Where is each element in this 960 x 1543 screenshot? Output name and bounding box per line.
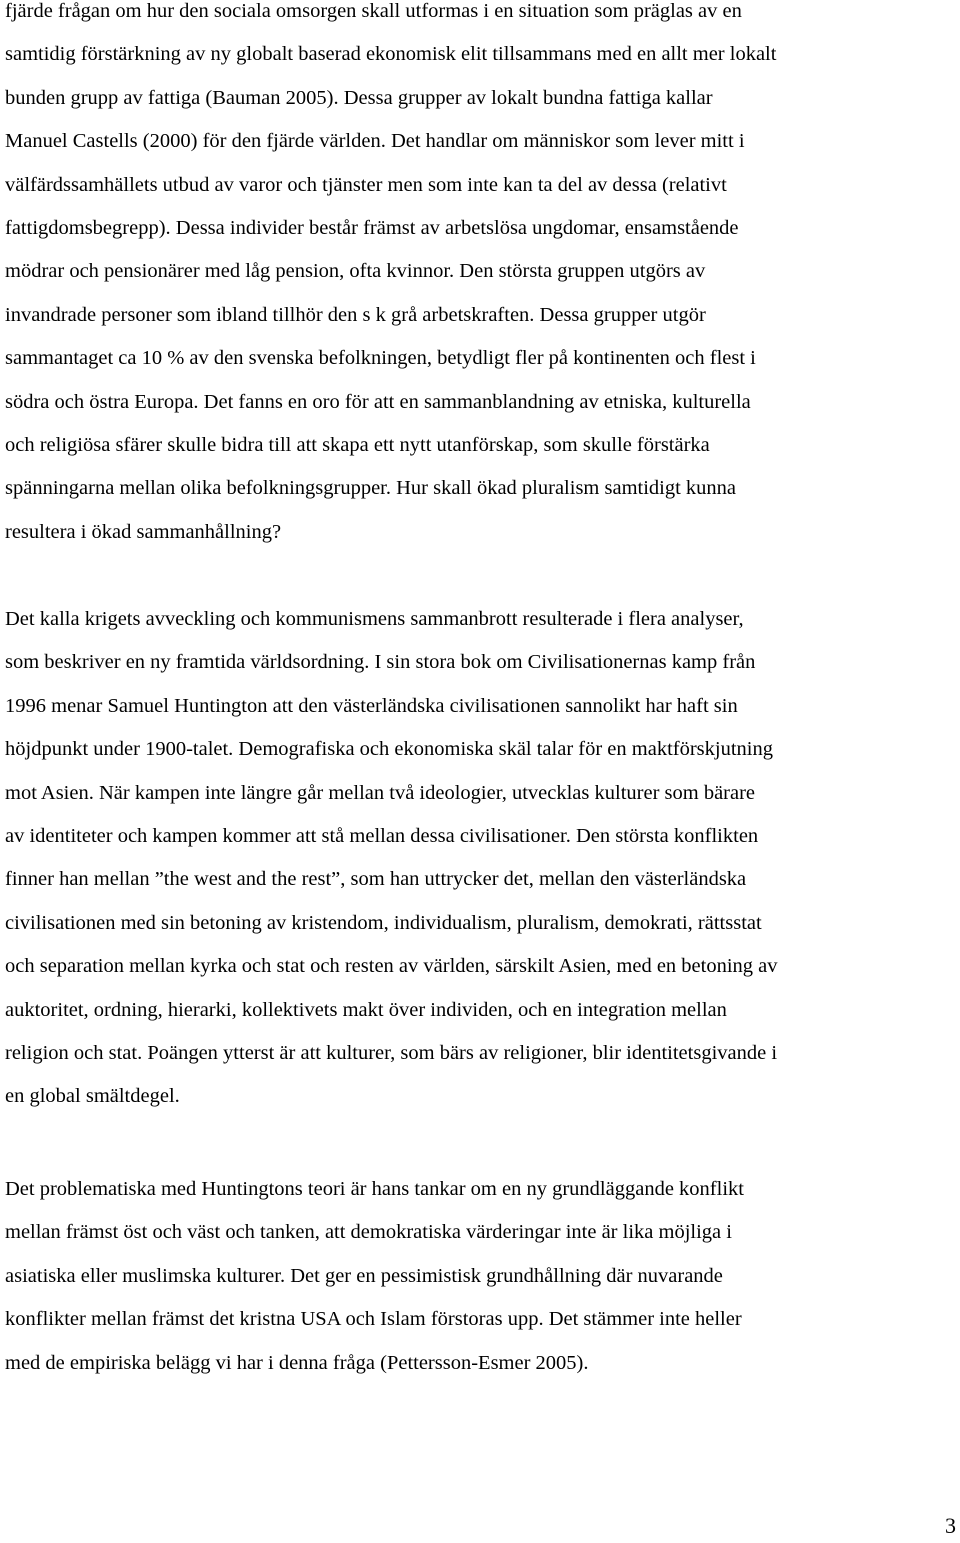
text-line: mot Asien. När kampen inte längre går mellan två ideologier, utvecklas kulturer som bärare <box>5 781 756 804</box>
text-line: och religiösa sfärer skulle bidra till att skapa ett nytt utanförskap, som skulle förstärka <box>5 433 710 456</box>
text-line: civilisationen med sin betoning av kristendom, individualism, pluralism, demokrati, rättsstat <box>5 911 762 934</box>
text-line: som beskriver en ny framtida världsordning. I sin stora bok om Civilisationernas kamp från <box>5 651 756 674</box>
text-line: sammantaget ca 10 % av den svenska befolkningen, betydligt fler på kontinenten och flest i <box>5 347 756 370</box>
text-line: fattigdomsbegrepp). Dessa individer består främst av arbetslösa ungdomar, ensamstående <box>5 216 739 239</box>
text-line: religion och stat. Poängen ytterst är att kulturer, som bärs av religioner, blir identitetsgivande i <box>5 1041 778 1064</box>
text-line: 1996 menar Samuel Huntington att den västerländska civilisationen sannolikt har haft sin <box>5 694 738 717</box>
page-number: 3 <box>945 1513 956 1538</box>
text-line: Det kalla krigets avveckling och kommunismens sammanbrott resulterade i flera analyser, <box>5 608 744 630</box>
text-line: välfärdssamhällets utbud av varor och tjänster men som inte kan ta del av dessa (relativt <box>5 173 727 196</box>
text-line: asiatiska eller muslimska kulturer. Det ger en pessimistisk grundhållning där nuvarande <box>5 1264 723 1287</box>
text-line: mödrar och pensionärer med låg pension, ofta kvinnor. Den största gruppen utgörs av <box>5 260 706 283</box>
paragraph-2 <box>5 598 960 1119</box>
text-line: och separation mellan kyrka och stat och resten av världen, särskilt Asien, med en betoning av <box>5 955 778 978</box>
paragraph-3 <box>5 1168 960 1385</box>
text-line: med de empiriska belägg vi har i denna fråga (Pettersson-Esmer 2005). <box>5 1351 589 1374</box>
text-line: höjdpunkt under 1900-talet. Demografiska och ekonomiska skäl talar för en maktförskjutning <box>5 738 773 761</box>
text-line: södra och östra Europa. Det fanns en oro för att en sammanblandning av etniska, kulturella <box>5 390 751 413</box>
text-line: Manuel Castells (2000) för den fjärde världen. Det handlar om människor som lever mitt i <box>5 130 745 153</box>
text-line: samtidig förstärkning av ny globalt baserad ekonomisk elit tillsammans med en allt mer lokalt <box>5 43 777 66</box>
text-line: invandrade personer som ibland tillhör den s k grå arbetskraften. Dessa grupper utgör <box>5 303 706 326</box>
text-line: finner han mellan ”the west and the rest”, som han uttrycker det, mellan den västerländska <box>5 868 747 891</box>
text-line: en global smältdegel. <box>5 1085 180 1108</box>
text-line: fjärde frågan om hur den sociala omsorgen skall utformas i en situation som präglas av en <box>5 0 742 22</box>
text-line: mellan främst öst och väst och tanken, att demokratiska värderingar inte är lika möjliga i <box>5 1221 732 1244</box>
text-line: bunden grupp av fattiga (Bauman 2005). Dessa grupper av lokalt bundna fattiga kallar <box>5 86 713 109</box>
text-line: konflikter mellan främst det kristna USA och Islam förstoras upp. Det stämmer inte heller <box>5 1308 742 1331</box>
text-line: av identiteter och kampen kommer att stå mellan dessa civilisationer. Den största konflikten <box>5 824 759 847</box>
text-line: spänningarna mellan olika befolkningsgrupper. Hur skall ökad pluralism samtidigt kunna <box>5 477 737 500</box>
text-line: Det problematiska med Huntingtons teori är hans tankar om en ny grundläggande konflikt <box>5 1178 744 1200</box>
text-line: auktoritet, ordning, hierarki, kollektivets makt över individen, och en integration mellan <box>5 998 727 1021</box>
paragraph-1 <box>5 0 960 554</box>
text-line: resultera i ökad sammanhållning? <box>5 520 282 543</box>
